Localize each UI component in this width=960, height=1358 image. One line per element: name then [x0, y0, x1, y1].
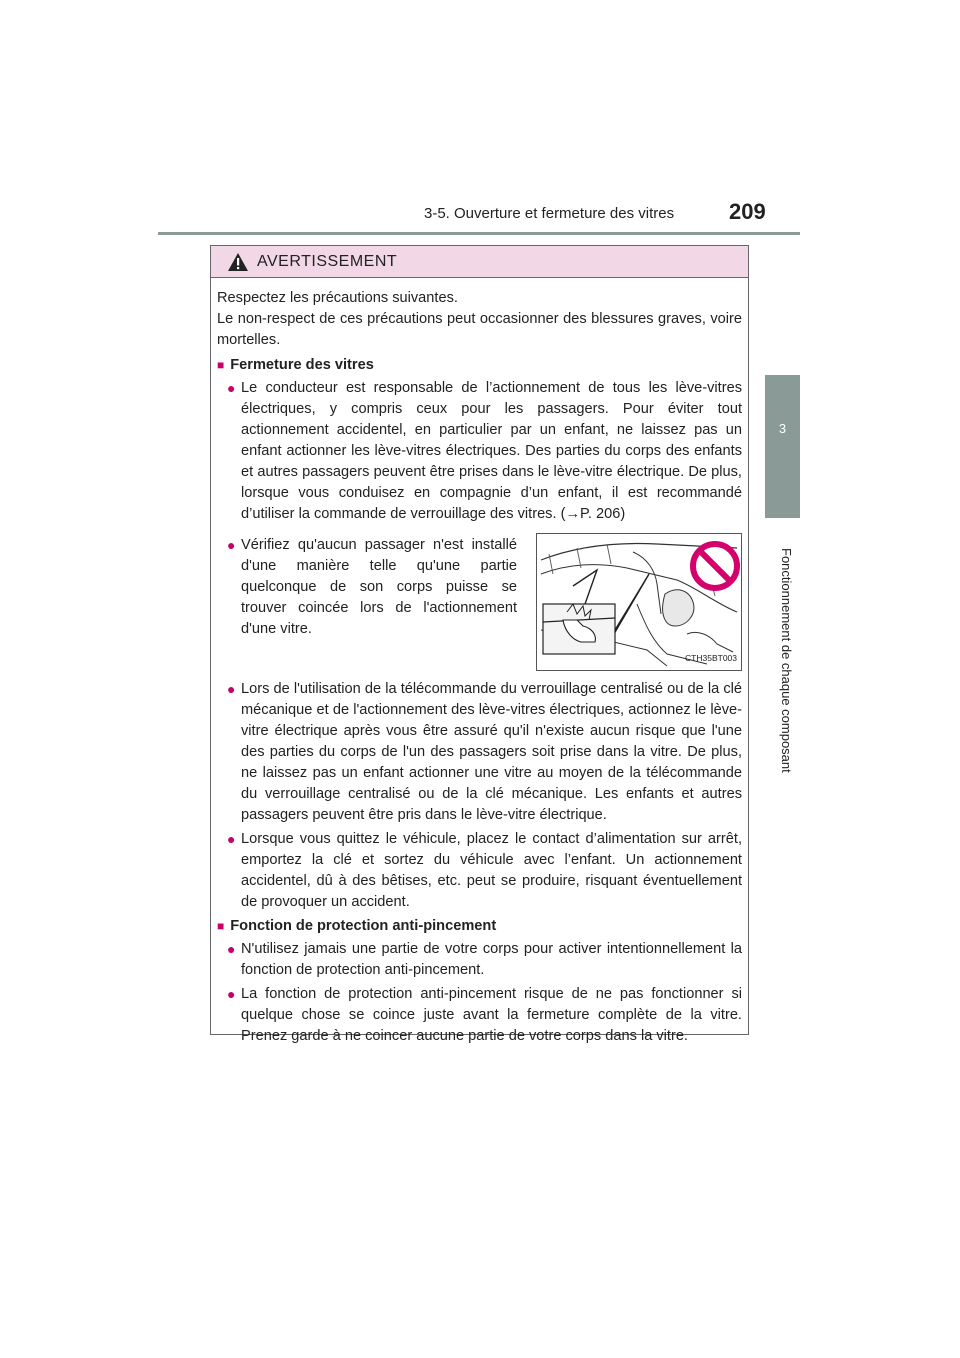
- list-item: [217, 679, 742, 826]
- section-title: 3-5. Ouverture et fermeture des vitres: [424, 205, 675, 222]
- figure-code: CTH35BT003: [685, 653, 737, 663]
- list-item: [217, 829, 742, 913]
- list-item-text: Lorsque vous quittez le véhicule, placez le contact d’alimentation sur arrêt, emportez la clé et sortez du véhicule avec l’enfant. Un actionnement accidentel, dû à des bêtises, etc. peut se produire, risquant éventuellement de provoquer un accident.: [241, 831, 742, 910]
- section-heading-text: Fonction de protection anti-pincement: [230, 918, 497, 934]
- chapter-title-vertical: Fonctionnement de chaque composant: [779, 548, 794, 773]
- page-number: 209: [729, 199, 766, 224]
- round-bullet-icon: ●: [227, 380, 236, 396]
- list-item-text: N'utilisez jamais une partie de votre corps pour activer intentionnellement la fonction de protection anti-pincement.: [241, 941, 742, 978]
- list-item-text: Lors de l'utilisation de la télécommande du verrouillage centralisé ou de la clé mécanique et de l'actionnement des lève-vitres électriques, actionnez le lève-vitre électrique après vous être assuré qu'il n'existe aucun risque que l'une des parties du corps de l'un des passagers soit prise dans la vitre. De plus, ne laissez pas un enfant actionner une vitre au moyen de la télécommande du verrouillage centralisé ou de la clé mécanique. Les enfants et autres passagers peuvent être pris dans le lève-vitre électrique.: [241, 681, 742, 823]
- section-heading: [217, 355, 742, 376]
- square-bullet-icon: ■: [217, 358, 225, 372]
- list-item: [217, 378, 742, 525]
- warning-intro: Respectez les précautions suivantes. Le non-respect de ces précautions peut occasionner des blessures graves, voire mortelles.: [217, 290, 742, 348]
- square-bullet-icon: ■: [217, 919, 225, 933]
- list-item-text: La fonction de protection anti-pincement risque de ne pas fonctionner si quelque chose se coince juste avant la fermeture complète de la vitre. Prenez garde à ne coincer aucune partie de votre corps dans la vitre.: [241, 986, 742, 1044]
- round-bullet-icon: ●: [227, 831, 236, 847]
- round-bullet-icon: ●: [227, 537, 236, 553]
- warning-box: [210, 245, 749, 1044]
- bullet-with-figure: [217, 535, 742, 671]
- round-bullet-icon: ●: [227, 941, 236, 957]
- section-heading: [217, 916, 742, 937]
- header-divider: [158, 232, 800, 235]
- warning-body: [211, 278, 748, 1047]
- warning-triangle-icon: [227, 252, 249, 272]
- list-item: [217, 535, 517, 668]
- warning-header: [211, 246, 748, 278]
- round-bullet-icon: ●: [227, 681, 236, 697]
- list-item-text: Le conducteur est responsable de l’actionnement de tous les lève-vitres électriques, y compris ceux pour les passagers. Pour éviter tout actionnement accidentel, en particulier par un enfant, ne laissez pas un enfant actionner les lève-vitres électriques. Des parties du corps des enfants et autres passagers peuvent être prises dans le lève-vitre électrique. De plus, lorsque vous conduisez en compagnie d’un enfant, il est recommandé d’utiliser la commande de verrouillage des vitres. (→P. 206): [241, 380, 742, 522]
- illustration-hand-caught-in-window: [536, 533, 742, 671]
- warning-title: AVERTISSEMENT: [257, 252, 398, 270]
- chapter-tab-number: 3: [778, 421, 787, 436]
- round-bullet-icon: ●: [227, 986, 236, 1002]
- list-item: [217, 939, 742, 981]
- list-item: [217, 984, 742, 1047]
- chapter-tab: [765, 375, 800, 518]
- list-item-text: Vérifiez qu'aucun passager n'est installé d'une manière telle qu'une partie quelconque de son corps puisse se trouver coincée lors de l'actionnement d'une vitre.: [241, 537, 517, 637]
- section-heading-text: Fermeture des vitres: [230, 357, 374, 373]
